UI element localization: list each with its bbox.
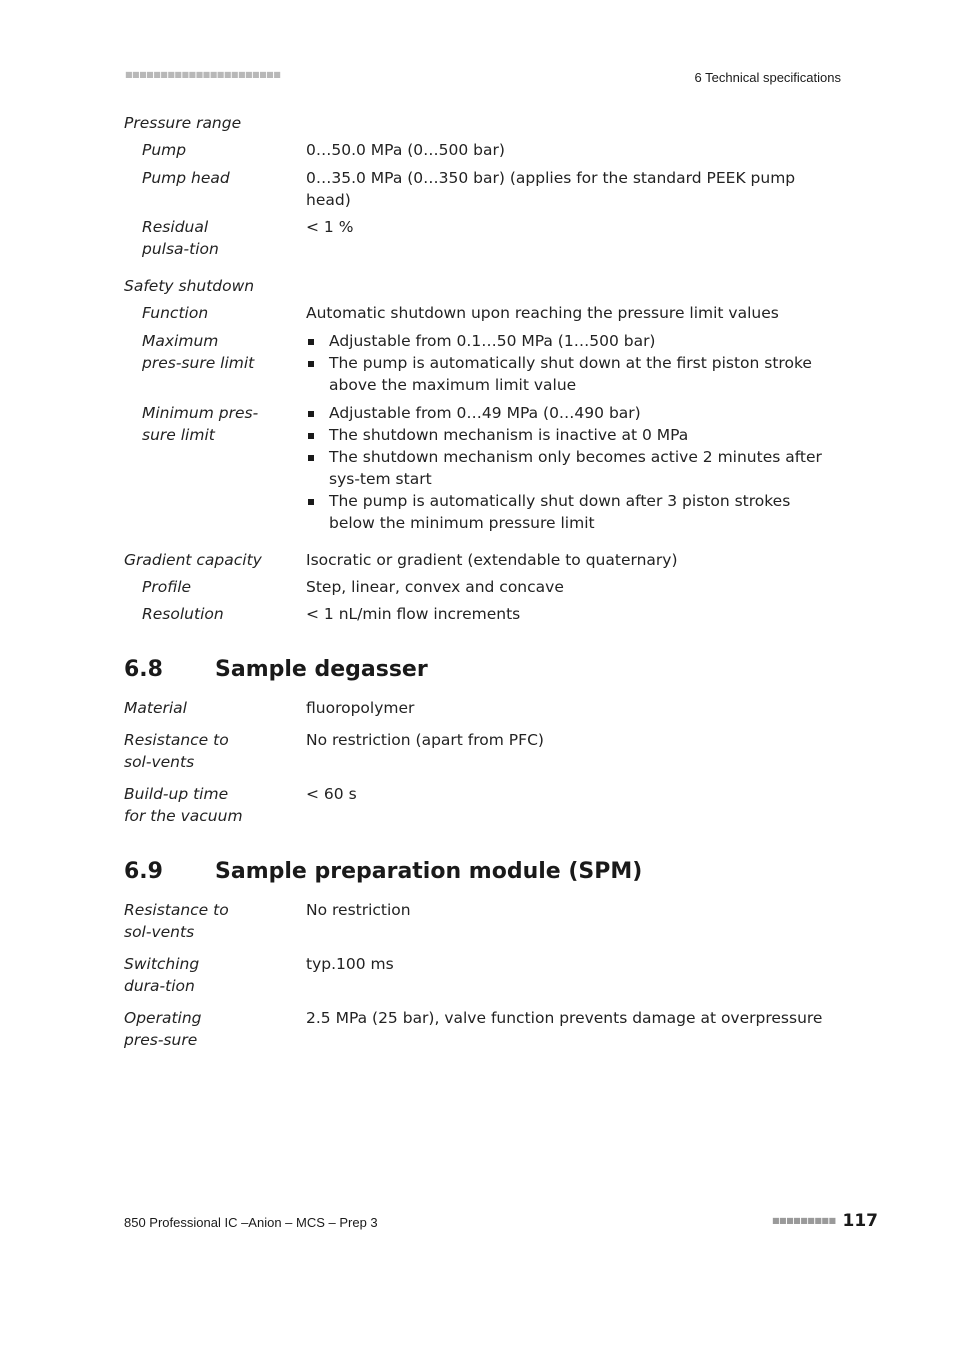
material-row [124,697,824,719]
min-pressure-label: Minimum pres-sure limit [142,404,259,444]
max-pressure-row [124,330,824,396]
list-item: Adjustable from 0…49 MPa (0…490 bar) [306,402,824,424]
pump-label: Pump [142,141,187,159]
footer-decoration: ■■■■■■■■■ [772,1216,836,1225]
pump-value: 0…50.0 MPa (0…500 bar) [306,141,505,159]
degasser-resistance-value: No restriction (apart from PFC) [306,731,544,749]
degasser-resistance-label: Resistance to sol-vents [124,731,229,771]
pump-head-value: 0…35.0 MPa (0…350 bar) (applies for the standard PEEK pump head) [306,169,796,209]
residual-value: < 1 % [306,218,354,236]
min-pressure-list [306,402,824,534]
material-value: fluoropolymer [306,699,415,717]
spec-content [124,112,824,1051]
operating-row [124,1007,824,1051]
resolution-row [124,603,824,625]
residual-row [124,216,824,260]
gradient-label: Gradient capacity [124,551,262,569]
safety-shutdown-row [124,275,824,297]
function-value: Automatic shutdown upon reaching the pressure limit values [306,304,779,322]
resolution-label: Resolution [142,605,224,623]
section-heading-degasser [124,657,824,682]
operating-value: 2.5 MPa (25 bar), valve function prevents damage at overpressure [306,1009,823,1027]
pressure-range-row [124,112,824,134]
switching-row [124,953,824,997]
spm-resistance-row [124,899,824,943]
function-row [124,302,824,324]
pump-head-label: Pump head [142,169,230,187]
footer-document-title: 850 Professional IC –Anion – MCS – Prep 3 [124,1215,378,1230]
gradient-value: Isocratic or gradient (extendable to quaternary) [306,551,678,569]
header-decoration: ■■■■■■■■■■■■■■■■■■■■■■ [125,70,281,79]
spm-resistance-value: No restriction [306,901,411,919]
min-pressure-row [124,402,824,534]
spm-resistance-label: Resistance to sol-vents [124,901,229,941]
function-label: Function [142,304,209,322]
section-title: Sample preparation module (SPM) [215,859,643,884]
page-number: 117 [842,1211,878,1231]
resolution-value: < 1 nL/min flow increments [306,605,521,623]
pump-head-row [124,167,824,211]
section-number: 6.9 [124,859,163,884]
section-title: Sample degasser [215,657,428,682]
max-pressure-list [306,330,824,396]
material-label: Material [124,699,187,717]
list-item: The shutdown mechanism only becomes active 2 minutes after sys-tem start [306,446,824,490]
list-item: The shutdown mechanism is inactive at 0 MPa [306,424,824,446]
switching-label: Switching dura-tion [124,955,200,995]
buildup-value: < 60 s [306,785,357,803]
section-number: 6.8 [124,657,163,682]
list-item: The pump is automatically shut down after 3 piston strokes below the minimum pressure limit [306,490,824,534]
buildup-row [124,783,824,827]
max-pressure-label: Maximum pres-sure limit [142,332,255,372]
pump-row [124,139,824,161]
pressure-range-label: Pressure range [124,114,242,132]
operating-label: Operating pres-sure [124,1009,202,1049]
profile-row [124,576,824,598]
list-item: The pump is automatically shut down at the first piston stroke above the maximum limit value [306,352,824,396]
gradient-row [124,549,824,571]
safety-shutdown-label: Safety shutdown [124,277,255,295]
profile-value: Step, linear, convex and concave [306,578,564,596]
switching-value: typ.100 ms [306,955,394,973]
buildup-label: Build-up time for the vacuum [124,785,243,825]
profile-label: Profile [142,578,192,596]
list-item: Adjustable from 0.1…50 MPa (1…500 bar) [306,330,824,352]
residual-label: Residual pulsa-tion [142,218,219,258]
section-heading-spm [124,859,824,884]
degasser-resistance-row [124,729,824,773]
chapter-title: 6 Technical specifications [694,70,841,85]
